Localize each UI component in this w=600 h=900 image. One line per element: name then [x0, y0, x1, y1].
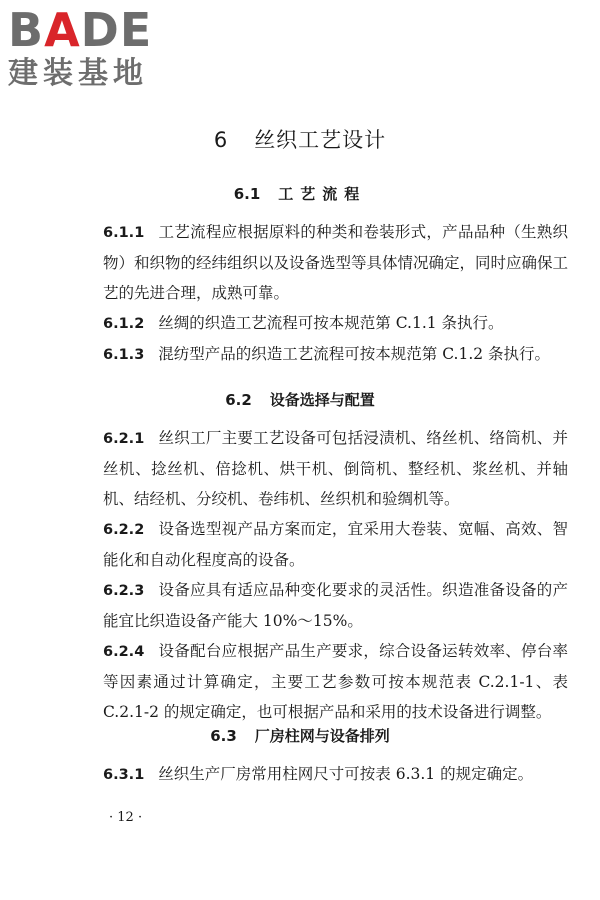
clause-6-3-1: 6.3.1 丝织生产厂房常用柱网尺寸可按表 6.3.1 的规定确定。	[103, 765, 534, 783]
section-heading-6-3: 6.3 厂房柱网与设备排列	[210, 727, 390, 745]
section-heading-6-1: 6.1 工艺流程	[233, 185, 367, 203]
chapter-number: 6	[213, 128, 229, 152]
logo	[8, 3, 178, 92]
section-6-3-clauses	[103, 759, 568, 790]
clause-6-1-1: 6.1.1 工艺流程应根据原料的种类和卷装形式，产品品种（生熟织物）和织物的经纬组织以及设备选型等具体情况确定，同时应确保工艺的先进合理，成熟可靠。	[103, 223, 569, 302]
clause-6-2-1: 6.2.1 丝织工厂主要工艺设备可包括浸渍机、络丝机、络筒机、并丝机、捻丝机、倍捻机、烘干机、倒筒机、整经机、浆丝机、并轴机、结经机、分绞机、卷纬机、丝织机和验绸机等。	[103, 429, 568, 508]
section-heading-6-2: 6.2 设备选择与配置	[225, 391, 375, 409]
section-6-2-clauses	[103, 423, 568, 727]
clause-6-2-3: 6.2.3 设备应具有适应品种变化要求的灵活性。织造准备设备的产能宜比织造设备产能大 10%～15%。	[103, 581, 568, 630]
clause-6-2-4: 6.2.4 设备配台应根据产品生产要求，综合设备运转效率、停台率等因素通过计算确定，主要工艺参数可按本规范表 C.2.1-1、表 C.2.1-2 的规定确定，也可根据产品和采用的技术设备进行调整。	[103, 642, 568, 721]
clause-6-1-2: 6.1.2 丝绸的织造工艺流程可按本规范第 C.1.1 条执行。	[103, 314, 504, 332]
chapter-title	[0, 124, 600, 154]
logo-subtitle: 建装基地	[8, 56, 148, 91]
logo-brand: BADE	[8, 3, 153, 57]
section-6-1-clauses	[103, 217, 568, 370]
clause-6-1-3: 6.1.3 混纺型产品的织造工艺流程可按本规范第 C.1.2 条执行。	[103, 345, 551, 363]
chapter-title-text: 丝织工艺设计	[254, 128, 387, 152]
clause-6-2-2: 6.2.2 设备选型视产品方案而定，宜采用大卷装、宽幅、高效、智能化和自动化程度高的设备。	[103, 520, 568, 569]
page-number: · 12 ·	[109, 810, 143, 825]
